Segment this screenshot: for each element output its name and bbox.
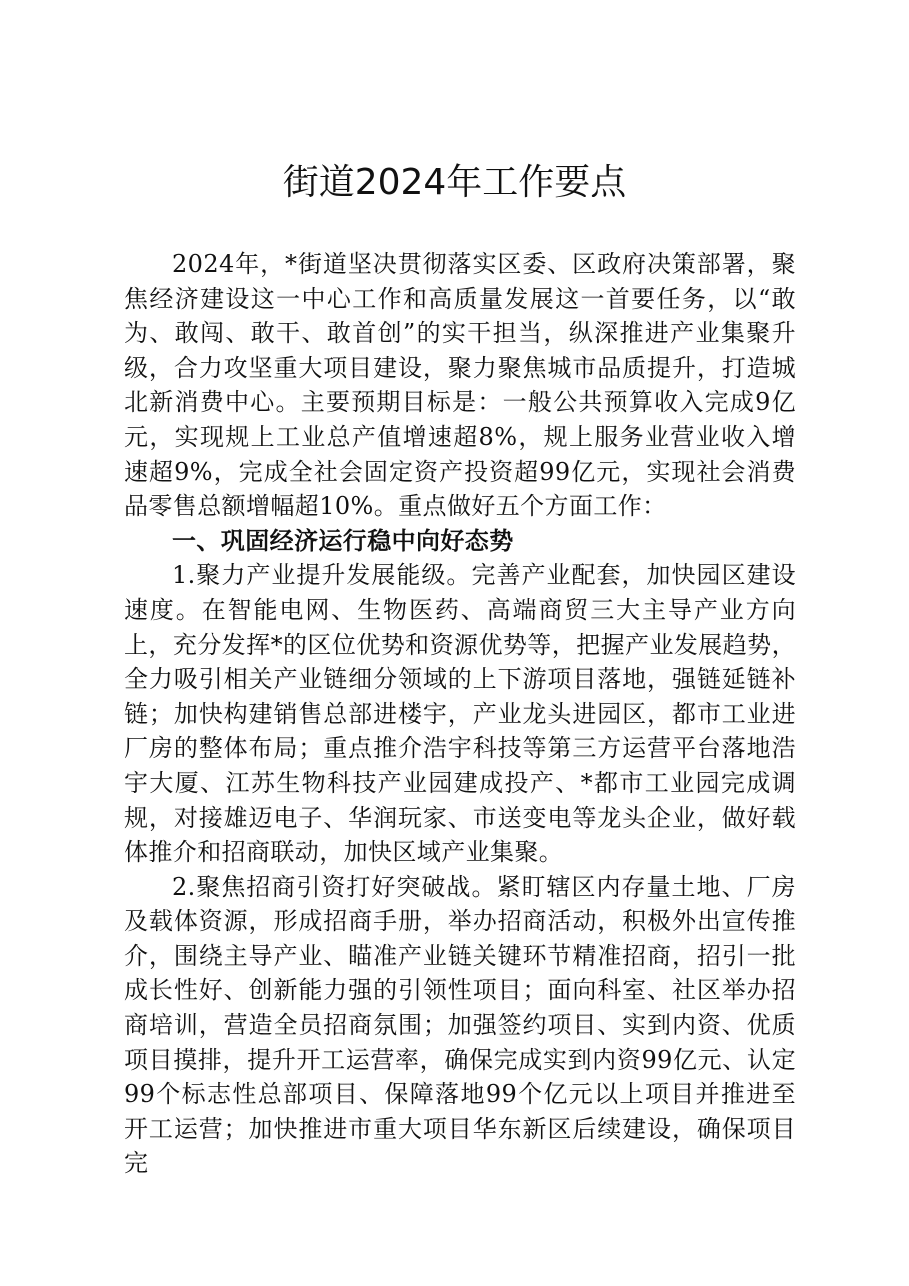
body-paragraph: 1.聚力产业提升发展能级。完善产业配套，加快园区建设速度。在智能电网、生物医药、高端商贸三大主导产业方向上，充分发挥*的区位优势和资源优势等，把握产业发展趋势，全力吸引相关产业链细分领域的上下游项目落地，强链延链补链；加快构建销售总部进楼宇，产业龙头进园区，都市工业进厂房的整体布局；重点推介浩宇科技等第三方运营平台落地浩宇大厦、江苏生物科技产业园建成投产、*都市工业园完成调规，对接雄迈电子、华润玩家、市送变电等龙头企业，做好载体推介和招商联动，加快区域产业集聚。 — [124, 561, 796, 867]
document-title: 街道2024年工作要点 — [282, 162, 627, 203]
section-heading: 一、巩固经济运行稳中向好态势 — [172, 526, 514, 555]
intro-paragraph: 2024年，*街道坚决贯彻落实区委、区政府决策部署，聚焦经济建设这一中心工作和高质量发展这一首要任务，以“敢为、敢闯、敢干、敢首创”的实干担当，纵深推进产业集聚升级，合力攻坚重大项目建设，聚力聚焦城市品质提升，打造城北新消费中心。主要预期目标是：一般公共预算收入完成9亿元，实现规上工业总产值增速超8%，规上服务业营业收入增速超9%，完成全社会固定资产投资超99亿元，实现社会消费品零售总额增幅超10%。重点做好五个方面工作： — [124, 250, 796, 521]
body-paragraph: 2.聚焦招商引资打好突破战。紧盯辖区内存量土地、厂房及载体资源，形成招商手册，举办招商活动，积极外出宣传推介，围绕主导产业、瞄准产业链关键环节精准招商，招引一批成长性好、创新能力强的引领性项目；面向科室、社区举办招商培训，营造全员招商氛围；加强签约项目、实到内资、优质项目摸排，提升开工运营率，确保完成实到内资99亿元、认定99个标志性总部项目、保障落地99个亿元以上项目并推进至开工运营；加快推进市重大项目华东新区后续建设，确保项目完 — [124, 872, 796, 1178]
document-body — [124, 247, 796, 1181]
